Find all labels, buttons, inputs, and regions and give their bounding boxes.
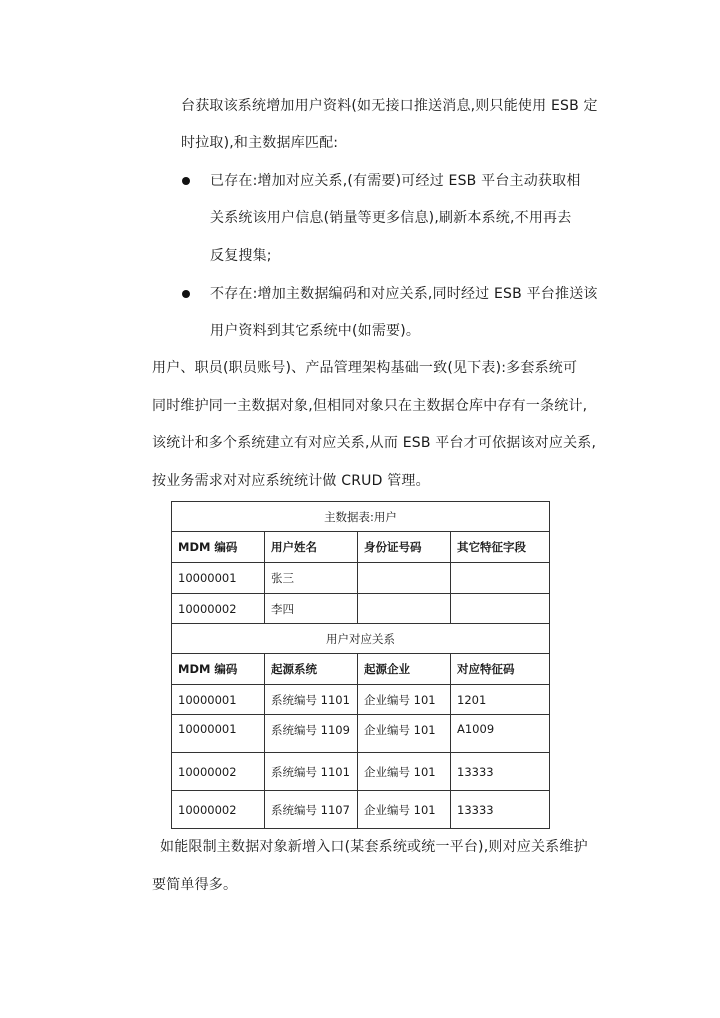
paragraph-line: 按业务需求对对应系统统计做 CRUD 管理。 <box>152 473 430 489</box>
header-cell: 起源企业 <box>358 654 451 685</box>
table-cell: 系统编号 1107 <box>265 791 358 829</box>
header-cell: 用户姓名 <box>265 532 358 563</box>
table-cell: 企业编号 101 <box>358 715 451 753</box>
bullet-dot <box>182 177 190 185</box>
table-cell: 企业编号 101 <box>358 791 451 829</box>
header-cell: 其它特征字段 <box>451 532 550 563</box>
header-cell: 身份证号码 <box>358 532 451 563</box>
table-cell: 10000002 <box>172 753 265 791</box>
paragraph-line: 该统计和多个系统建立有对应关系,从而 ESB 平台才可依据该对应关系, <box>152 435 597 451</box>
table-cell <box>358 594 451 624</box>
paragraph-line: 要简单得多。 <box>152 877 238 893</box>
bullet-dot <box>182 290 190 298</box>
table-cell: 1201 <box>451 685 550 715</box>
table-title: 主数据表:用户 <box>172 502 550 532</box>
table-cell: 13333 <box>451 791 550 829</box>
table-title: 用户对应关系 <box>172 624 550 654</box>
table-cell: 系统编号 1101 <box>265 753 358 791</box>
table-cell: 系统编号 1109 <box>265 715 358 753</box>
table-cell: 10000001 <box>172 685 265 715</box>
table-cell: 10000001 <box>172 715 265 753</box>
table-cell: 10000002 <box>172 791 265 829</box>
table-cell: 10000001 <box>172 563 265 594</box>
table-cell <box>358 563 451 594</box>
table-row <box>172 563 550 594</box>
paragraph-line: 台获取该系统增加用户资料(如无接口推送消息,则只能使用 ESB 定 <box>181 98 598 114</box>
paragraph-line: 如能限制主数据对象新增入口(某套系统或统一平台),则对应关系维护 <box>160 839 588 855</box>
table-row <box>172 715 550 753</box>
table-cell: 李四 <box>265 594 358 624</box>
table-cell: A1009 <box>451 715 550 753</box>
table-cell: 企业编号 101 <box>358 685 451 715</box>
table-row <box>172 791 550 829</box>
bullet-line: 不存在:增加主数据编码和对应关系,同时经过 ESB 平台推送该 <box>210 286 598 302</box>
header-cell: MDM 编码 <box>172 532 265 563</box>
paragraph-line: 时拉取),和主数据库匹配: <box>181 135 339 151</box>
table-row <box>172 753 550 791</box>
bullet-line: 关系统该用户信息(销量等更多信息),刷新本系统,不用再去 <box>210 210 572 226</box>
paragraph-line: 用户、职员(职员账号)、产品管理架构基础一致(见下表):多套系统可 <box>152 360 578 376</box>
table-header-row <box>172 654 550 685</box>
bullet-line: 用户资料到其它系统中(如需要)。 <box>210 323 421 339</box>
header-cell: 对应特征码 <box>451 654 550 685</box>
header-cell: MDM 编码 <box>172 654 265 685</box>
table-cell <box>451 563 550 594</box>
table-cell: 10000002 <box>172 594 265 624</box>
table-header-row <box>172 532 550 563</box>
table-cell: 13333 <box>451 753 550 791</box>
paragraph-line: 同时维护同一主数据对象,但相同对象只在主数据仓库中存有一条统计, <box>152 398 588 414</box>
table-cell: 张三 <box>265 563 358 594</box>
table-cell: 系统编号 1101 <box>265 685 358 715</box>
table-cell: 企业编号 101 <box>358 753 451 791</box>
bullet-line: 反复搜集; <box>210 248 272 264</box>
master-data-table <box>171 501 550 829</box>
table-row <box>172 685 550 715</box>
table-row <box>172 594 550 624</box>
header-cell: 起源系统 <box>265 654 358 685</box>
table-cell <box>451 594 550 624</box>
bullet-line: 已存在:增加对应关系,(有需要)可经过 ESB 平台主动获取相 <box>210 173 581 189</box>
